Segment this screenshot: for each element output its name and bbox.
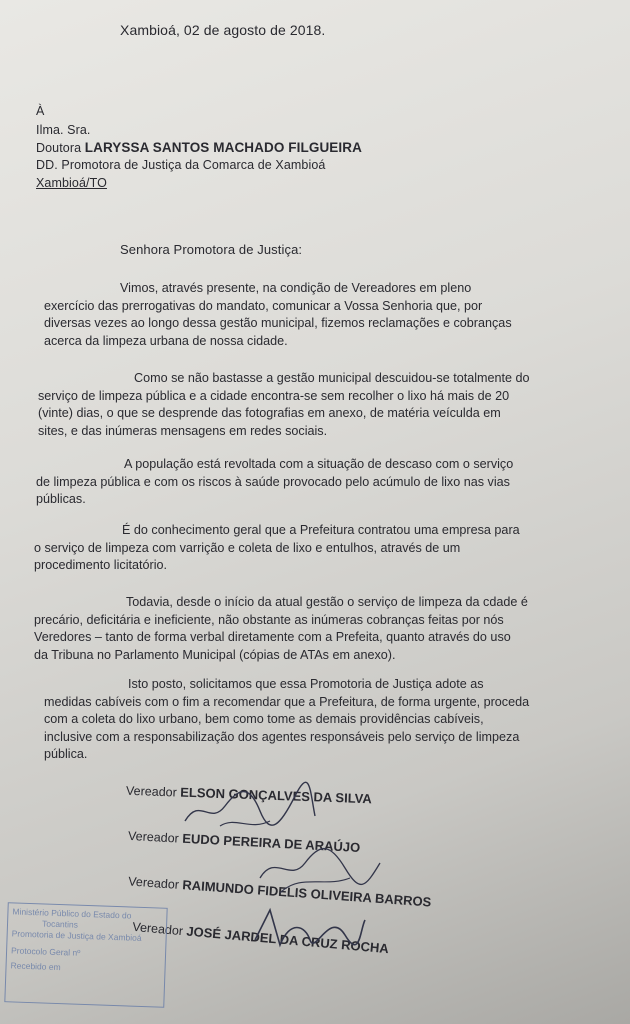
paragraph-line: procedimento licitatório.: [34, 558, 167, 572]
paragraph-line: Como se não bastasse a gestão municipal descuidou-se totalmente do: [134, 371, 530, 385]
paragraph-line: inclusive com a responsabilização dos agentes responsáveis pelo serviço de limpeza: [44, 729, 520, 744]
signatory-prefix: Vereador: [127, 828, 180, 846]
stamp-line: Promotoria de Justiça de Xambioá: [11, 928, 142, 943]
addressee-role: DD. Promotora de Justiça da Comarca de Xambioá: [36, 158, 326, 172]
paragraph-line: Vimos, através presente, na condição de Vereadores em pleno: [120, 281, 472, 295]
signatory-name: ELSON GONÇALVES DA SILVA: [179, 784, 373, 807]
stamp-line: Tocantins: [41, 918, 79, 930]
paragraph-line: Veredores – tanto de forma verbal diretamente com a Prefeita, quanto através do uso: [34, 630, 511, 644]
paragraph-2: [38, 370, 618, 440]
paragraph-line: da Tribuna no Parlamento Municipal (cópias de ATAs em anexo).: [34, 647, 396, 662]
paragraph-line: sites, e das inúmeras mensagens em redes sociais.: [38, 423, 328, 438]
signatory-name: EUDO PEREIRA DE ARAÚJO: [181, 830, 361, 856]
paragraph-line: Isto posto, solicitamos que essa Promotoria de Justiça adote as: [128, 677, 484, 691]
addressee-title: Doutora: [36, 141, 82, 155]
paragraph-4: [34, 522, 614, 575]
paragraph-line: Todavia, desde o início da atual gestão o serviço de limpeza da cdade é: [126, 595, 528, 609]
paragraph-line: de limpeza pública e com os riscos à saúde provocado pelo acúmulo de lixo nas vias: [36, 474, 510, 489]
paragraph-line: pública.: [44, 747, 88, 761]
paragraph-6: [44, 676, 618, 764]
handwritten-signature-2: [250, 838, 390, 898]
addressee-name: LARYSSA SANTOS MACHADO FILGUEIRA: [84, 140, 362, 155]
paragraph-line: serviço de limpeza pública e a cidade encontra-se sem recolher o lixo há mais de 20: [38, 388, 510, 403]
paragraph-line: com a coleta do lixo urbano, bem como tome as demais providências cabíveis,: [44, 712, 484, 726]
handwritten-signature-3: [250, 900, 370, 960]
paragraph-line: precário, deficitária e ineficiente, não obstante as inúmeras cobranças feitas por nós: [34, 612, 504, 627]
paragraph-line: (vinte) dias, o que se desprende das fotografias em anexo, de matéria veículda em: [38, 406, 501, 420]
paragraph-line: medidas cabíveis com o fim a recomendar que a Prefeitura, de forma urgente, proceda: [44, 694, 530, 709]
paragraph-line: exercício das prerrogativas do mandato, comunicar a Vossa Senhoria que, por: [44, 298, 483, 313]
addressee-name-line: [36, 140, 362, 155]
handwritten-signature-1: [180, 776, 320, 836]
paragraph-line: A população está revoltada com a situação de descaso com o serviço: [124, 457, 514, 471]
signatory-prefix: Vereador: [131, 919, 184, 939]
paragraph-line: acerca da limpeza urbana de nossa cidade.: [44, 333, 288, 348]
stamp-line: Ministério Público do Estado do: [12, 906, 132, 921]
protocol-stamp: [4, 902, 167, 1008]
greeting: Senhora Promotora de Justiça:: [120, 242, 303, 257]
addressee-city: Xambioá/TO: [36, 176, 107, 190]
signatory-name: RAIMUNDO FIDELIS OLIVEIRA BARROS: [181, 877, 432, 910]
paragraph-line: É do conhecimento geral que a Prefeitura contratou uma empresa para: [122, 523, 520, 537]
date-line: Xambioá, 02 de agosto de 2018.: [120, 22, 326, 38]
stamp-line: Recebido em: [10, 960, 61, 973]
paragraph-5: [34, 594, 616, 664]
paragraph-3: [36, 456, 612, 509]
stamp-line: Protocolo Geral nº: [10, 945, 81, 958]
paragraph-line: diversas vezes ao longo dessa gestão municipal, fizemos reclamações e cobranças: [44, 316, 512, 330]
signatory-name: JOSÉ JARDEL DA CRUZ ROCHA: [185, 923, 390, 957]
addressee-salutation: Ilma. Sra.: [36, 123, 91, 137]
paragraph-1: [44, 280, 618, 350]
addressee-to: À: [36, 104, 45, 118]
paragraph-line: públicas.: [36, 492, 86, 506]
signatory-prefix: Vereador: [127, 874, 180, 892]
paragraph-line: o serviço de limpeza com varrição e coleta de lixo e entulhos, através de um: [34, 540, 461, 555]
signatory-prefix: Vereador: [125, 783, 178, 800]
